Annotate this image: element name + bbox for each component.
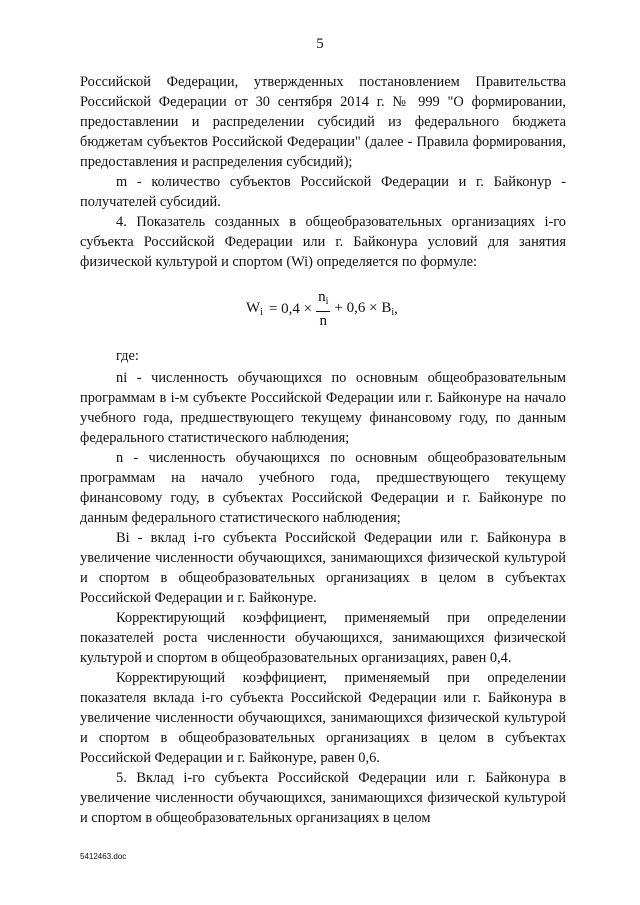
- footer-filename: 5412463.doc: [80, 852, 127, 861]
- formula-fraction: [316, 289, 330, 329]
- text-block-top: [80, 72, 566, 272]
- text-block-definitions: [80, 368, 566, 828]
- page-number: 5: [316, 36, 324, 52]
- formula-coef: = 0,4 ×: [268, 300, 313, 317]
- fraction-denominator: n: [319, 313, 328, 329]
- definition-paragraph: Корректирующий коэффициент, применяемый при определении показателя вклада i-го субъекта Российской Федерации или г. Байконура в увеличение численности обучающихся, занимающихся физической культурой и спортом в общеобразовательных организациях в целом в субъектах Российской Федерации и г. Байконуре, равен 0,6.: [80, 670, 566, 766]
- formula-w: [246, 285, 398, 333]
- definition-paragraph: Bi - вклад i-го субъекта Российской Федерации или г. Байконура в увеличение численности обучающихся, занимающихся физической культурой и спортом в общеобразовательных организациях в целом в субъектах Российской Федерации и г. Байконуре.: [80, 530, 566, 606]
- formula-rest-main: + 0,6 × B: [334, 300, 392, 316]
- numerator-sub: i: [325, 296, 329, 307]
- definition-paragraph: Корректирующий коэффициент, применяемый при определении показателей роста численности обучающихся, занимающихся физической культурой и спортом в общеобразовательных организациях, равен 0,4.: [80, 610, 566, 666]
- numerator-main: n: [318, 289, 326, 305]
- definition-paragraph: 5. Вклад i-го субъекта Российской Федерации или г. Байконура в увеличение численности обучающихся, занимающихся физической культурой и спортом в общеобразовательных организациях в целом: [80, 770, 566, 826]
- formula-rest: [334, 300, 394, 318]
- fraction-numerator: [316, 289, 330, 312]
- definition-paragraph: n - численность обучающихся по основным общеобразовательным программам на начало учебного года, предшествующего текущему финансовому году, в субъектах Российской Федерации и г. Байконуре по данным федерального статистического наблюдения;: [80, 450, 566, 526]
- formula-lhs: [246, 300, 263, 318]
- formula-tail: ,: [394, 300, 398, 317]
- formula-lhs-sub: i: [260, 307, 263, 318]
- where-label: где:: [116, 348, 139, 364]
- definition-paragraph: ni - численность обучающихся по основным общеобразовательным программам в i-м субъекте Российской Федерации или г. Байконуре на начало учебного года, предшествующего текущему финансовому году, по данным федерального статистического наблюдения;: [80, 370, 566, 446]
- formula-rest-sub: i: [391, 307, 395, 318]
- top-paragraph: m - количество субъектов Российской Федерации и г. Байконур - получателей субсидий.: [80, 174, 566, 210]
- formula-lhs-main: W: [246, 300, 261, 316]
- top-paragraph: 4. Показатель созданных в общеобразовательных организациях i-го субъекта Российской Федерации или г. Байконура условий для занятия физической культурой и спортом (Wi) определяется по формуле:: [80, 214, 566, 270]
- top-paragraph: Российской Федерации, утвержденных постановлением Правительства Российской Федерации от 30 сентября 2014 г. № 999 "О формировании, предоставлении и распределении субсидий из федерального бюджета бюджетам субъектов Российской Федерации" (далее - Правила формирования, предоставления и распределения субсидий);: [80, 74, 566, 170]
